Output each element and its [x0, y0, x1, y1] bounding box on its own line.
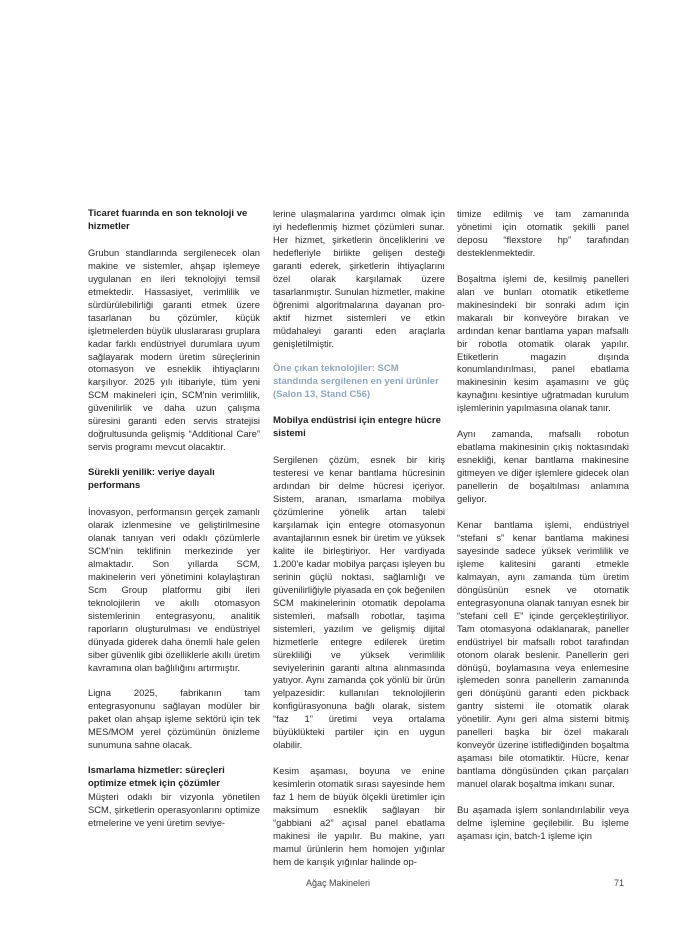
- heading-bespoke-services: Ismarlama hizmetler: süreçleri optimize etmek için çözümler: [88, 765, 225, 790]
- highlight-heading: Öne çıkan teknolojiler: SCM standında sergilenen en yeni ürünler (Salon 13, Stand C56): [273, 363, 439, 401]
- column-1: [88, 208, 260, 830]
- paragraph: Boşaltma işlemi de, kesilmiş panelleri alan ve bunları otomatik etiketleme makinesindeki bir sonraki adım için makaralı bir konveyöre bırakan ve ardından kenar bantlama yapan mafsallı bir robotla otomatik olarak yapılır. Etiketlerin magazin dışında konumlandırılması, panel ebatlama makinesinin kesim aşamasını ve güç kaynağını kesintiye uğratmadan kurulum işlemlerinin yapılmasına olanak tanır.: [457, 272, 629, 414]
- paragraph: Ligna 2025, fabrikanın tam entegrasyonunu sağlayan modüler bir paket olan ahşap işleme sektörü için tek MES/MOM yerel çözümünün önizleme sunumuna sahne olacak.: [88, 687, 260, 751]
- paragraph: timize edilmiş ve tam zamanında yönetimi için otomatik şekilli panel deposu “flexstore hp” tarafından desteklenmektedir.: [457, 208, 629, 258]
- paragraph: Aynı zamanda, mafsallı robotun ebatlama makinesinin çıkış noktasındaki esnekliği, kenar bantlama makinesine gitmeyen ve diğer işlemlere gidecek olan panellerin de boşaltılması anlamına geliyor.: [457, 428, 629, 505]
- footer-magazine-title: Ağaç Makineleri: [306, 878, 371, 888]
- paragraph: Kesim aşaması, boyuna ve enine kesimlerin otomatik sırası sayesinde hem faz 1 hem de büyük ölçekli üretimler için maksimum esneklik sağlayan bir “gabbiani a2” açısal panel ebatlama makinesi ile yapılır. Bu makine, yarı mamul ürünlerin hem homojen yığınlar hem de karışık yığınlar halinde op-: [273, 765, 445, 867]
- paragraph: Bu aşamada işlem sonlandırılabilir veya delme işlemine geçilebilir. Bu işleme aşaması için, batch-1 işleme için: [457, 804, 629, 841]
- heading-integrated-cell: Mobilya endüstrisi için entegre hücre sistemi: [273, 415, 441, 440]
- paragraph: lerine ulaşmalarına yardımcı olmak için iyi hedeflenmiş hizmet çözümleri sunar. Her hizmet, şirketlerin önceliklerini ve hedefleriyle birlikte gelişen desteği garanti ederek, şirketlerin ihtiyaçlarını özel olarak karşılamak üzere tasarlanmıştır. Sunulan hizmetler, makine öğrenimi algoritmalarına dayanan pro-aktif hizmet sistemleri ve etkin müdahaleyi garanti eden araçlarla genişletilmiştir.: [273, 208, 445, 349]
- paragraph: Kenar bantlama işlemi, endüstriyel “stefani s” kenar bantlama makinesi sayesinde sadece yüksek verimlilik ve işleme kalitesini garanti etmekle kalmayan, aynı zamanda tüm üretim döngüsünün esnek ve otomatik entegrasyonuna olanak tanıyan esnek bir “stefani cell E” içinde gerçekleştiriliyor. Tam otomasyona odaklanarak, paneller endüstriyel bir mafsallı robot tarafından otonom olarak beslenir. Panellerin geri dönüşü, boylamasına veya enlemesine işlemeden sonra panellerin zamanında geri dönüşünü garanti eden pickback gantry sistemi ile otomatik olarak yönetilir. Aynı geri alma sistemi bitmiş panelleri başka bir özel makaralı konveyör üzerine istiflediğinden boşaltma aşaması bile otomatiktir. Hücre, kenar bantlama döngüsünden çıkan parçaları manuel olarak boşaltma imkanı sunar.: [457, 519, 629, 790]
- paragraph: Grubun standlarında sergilenecek olan makine ve sistemler, ahşap işlemeye uygulanan en ileri teknolojiyi temsil etmektedir. Hassasiyet, verimlilik ve sürdürülebilirliği garanti etmek üzere tasarlanan bu çözümler, küçük işletmelerden büyük uluslararası gruplara kadar farklı endüstriyel durumlara uyum sağlayarak modern üretim süreçlerinin otomasyon ve esneklik ihtiyaçlarını karşılıyor. 2025 yılı itibariyle, tüm yeni SCM makineleri için, SCM'nin verimlilik, güvenilirlik ve daha uzun çalışma süresini garanti eden servis stratejisi doğrultusunda gelişmiş “Additional Care” servis programı mevcut olacaktır.: [88, 246, 260, 453]
- paragraph: Sergilenen çözüm, esnek bir kiriş testeresi ve kenar bantlama hücresinin ardından bir delme hücresi içeriyor. Sistem, aranan, ısmarlama mobilya çözümlerine yönelik artan talebi karşılamak için entegre otomasyonun avantajlarının esnek bir üretim ve yüksek kalite ile birleştiriyor. Her vardiyada 1.200'e kadar mobilya parçası işleyen bu serinin güçlü noktası, sağlamlığı ve güvenilirliğiyle piyasada en çok beğenilen SCM makinelerinin otomatik depolama sistemleri, mafsallı robotlar, taşıma sistemleri, yazılım ve gelişmiş dijital hizmetlerle entegre edilerek üretim sürekliliği ve yüksek verimlilik seviyelerinin garanti altına alınmasında yatıyor. Aynı zamanda çok yönlü bir ürün yelpazesidir: kullanılan teknolojilerin konfigürasyonuna bağlı olarak, sistem “faz 1” üretimi veya ortalama büyüklükteki partiler için en uygun olabilir.: [273, 454, 445, 751]
- heading-trade-fair: Ticaret fuarında en son teknoloji ve hizmetler: [88, 208, 248, 232]
- column-3: [457, 208, 629, 843]
- column-2: [273, 208, 445, 869]
- page-number: 71: [614, 878, 625, 888]
- paragraph: İnovasyon, performansın gerçek zamanlı olarak izlenmesine ve geliştirilmesine olanak tanıyan veri odaklı çözümlerle SCM'nin teklifinin merkezinde yer almaktadır. Son yıllarda SCM, makinelerin veri yönetimini kolaylaştıran Scm Group platformu gibi ileri teknolojilerin ve akıllı otomasyon sistemlerinin entegrasyonu, analitik raporların oluşturulması ve endüstriyel dünyada giderek daha önemli hale gelen siber güvenlik gibi özelliklerle akıllı üretim kavramına olan bağlılığını artırmıştır.: [88, 506, 260, 673]
- paragraph: Müşteri odaklı bir vizyonla yönetilen SCM, şirketlerin operasyonlarını optimize etmelerine ve yeni üretim seviye-: [88, 791, 260, 829]
- heading-continuous-innovation: Sürekli yenilik: veriye dayalı performans: [88, 467, 215, 492]
